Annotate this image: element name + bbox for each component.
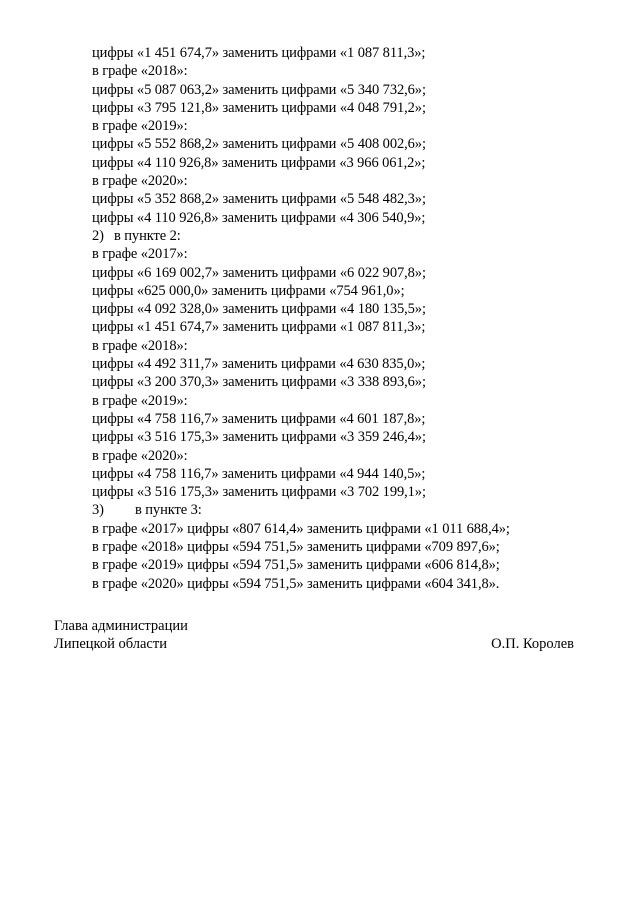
- text-line: [92, 410, 612, 428]
- line-text: цифры «5 552 868,2» заменить цифрами «5 408 002,6»;: [92, 136, 426, 153]
- text-line: [92, 227, 612, 245]
- line-text: цифры «4 092 328,0» заменить цифрами «4 180 135,5»;: [92, 301, 426, 318]
- text-line: [92, 355, 612, 373]
- line-text: цифры «5 087 063,2» заменить цифрами «5 340 732,6»;: [92, 81, 426, 98]
- text-line: [92, 447, 612, 465]
- text-line: [92, 264, 612, 282]
- text-line: [92, 245, 612, 263]
- amendments-text: [92, 44, 612, 593]
- text-line: [92, 575, 612, 593]
- text-line: [92, 483, 612, 501]
- line-text: в пункте 2:: [114, 227, 181, 244]
- line-text: в графе «2018»:: [92, 63, 188, 80]
- text-line: [92, 282, 612, 300]
- line-text: в графе «2020» цифры «594 751,5» заменить цифрами «604 341,8».: [92, 575, 500, 592]
- line-text: цифры «4 758 116,7» заменить цифрами «4 601 187,8»;: [92, 410, 426, 427]
- line-text: цифры «1 451 674,7» заменить цифрами «1 087 811,3»;: [92, 319, 426, 336]
- line-text: цифры «4 492 311,7» заменить цифрами «4 630 835,0»;: [92, 356, 426, 373]
- line-text: цифры «3 200 370,3» заменить цифрами «3 338 893,6»;: [92, 374, 426, 391]
- line-text: в графе «2019»:: [92, 118, 188, 135]
- text-line: [92, 190, 612, 208]
- text-line: [92, 428, 612, 446]
- line-text: цифры «6 169 002,7» заменить цифрами «6 022 907,8»;: [92, 264, 426, 281]
- line-text: в графе «2019»:: [92, 392, 188, 409]
- line-text: цифры «3 516 175,3» заменить цифрами «3 359 246,4»;: [92, 429, 426, 446]
- line-text: в графе «2018»:: [92, 337, 188, 354]
- line-text: цифры «5 352 868,2» заменить цифрами «5 548 482,3»;: [92, 191, 426, 208]
- text-line: [92, 117, 612, 135]
- text-line: [92, 520, 612, 538]
- list-number: 2): [92, 227, 104, 244]
- text-line: [92, 337, 612, 355]
- signatory-position-line2: Липецкой области: [54, 636, 167, 652]
- text-line: [92, 318, 612, 336]
- line-text: в графе «2018» цифры «594 751,5» заменить цифрами «709 897,6»;: [92, 539, 500, 556]
- text-line: [92, 538, 612, 556]
- line-text: в графе «2020»:: [92, 447, 188, 464]
- text-line: [92, 209, 612, 227]
- text-line: [92, 300, 612, 318]
- text-line: [92, 99, 612, 117]
- line-text: цифры «1 451 674,7» заменить цифрами «1 087 811,3»;: [92, 45, 426, 61]
- signature-row: [54, 635, 574, 653]
- text-line: [92, 465, 612, 483]
- text-line: [92, 44, 612, 62]
- text-line: [92, 135, 612, 153]
- line-text: цифры «3 516 175,3» заменить цифрами «3 702 199,1»;: [92, 484, 426, 501]
- signature-block: [54, 617, 574, 653]
- text-line: [92, 62, 612, 80]
- list-number: 3): [92, 502, 104, 519]
- line-text: в графе «2020»:: [92, 173, 188, 190]
- line-text: цифры «625 000,0» заменить цифрами «754 961,0»;: [92, 282, 405, 299]
- text-line: [92, 373, 612, 391]
- line-text: цифры «4 110 926,8» заменить цифрами «3 966 061,2»;: [92, 154, 426, 171]
- line-text: цифры «3 795 121,8» заменить цифрами «4 048 791,2»;: [92, 99, 426, 116]
- line-text: цифры «4 758 116,7» заменить цифрами «4 944 140,5»;: [92, 465, 426, 482]
- line-text: в графе «2017»:: [92, 246, 188, 263]
- signatory-position-line1: Глава администрации: [54, 618, 188, 634]
- line-text: цифры «4 110 926,8» заменить цифрами «4 306 540,9»;: [92, 209, 426, 226]
- line-text: в графе «2019» цифры «594 751,5» заменить цифрами «606 814,8»;: [92, 557, 500, 574]
- text-line: [92, 172, 612, 190]
- text-line: [92, 556, 612, 574]
- line-text: в пункте 3:: [135, 502, 202, 519]
- text-line: [92, 81, 612, 99]
- signatory-name: О.П. Королев: [491, 636, 574, 652]
- line-text: в графе «2017» цифры «807 614,4» заменить цифрами «1 011 688,4»;: [92, 520, 510, 537]
- text-line: [92, 154, 612, 172]
- text-line: [92, 501, 612, 519]
- text-line: [92, 392, 612, 410]
